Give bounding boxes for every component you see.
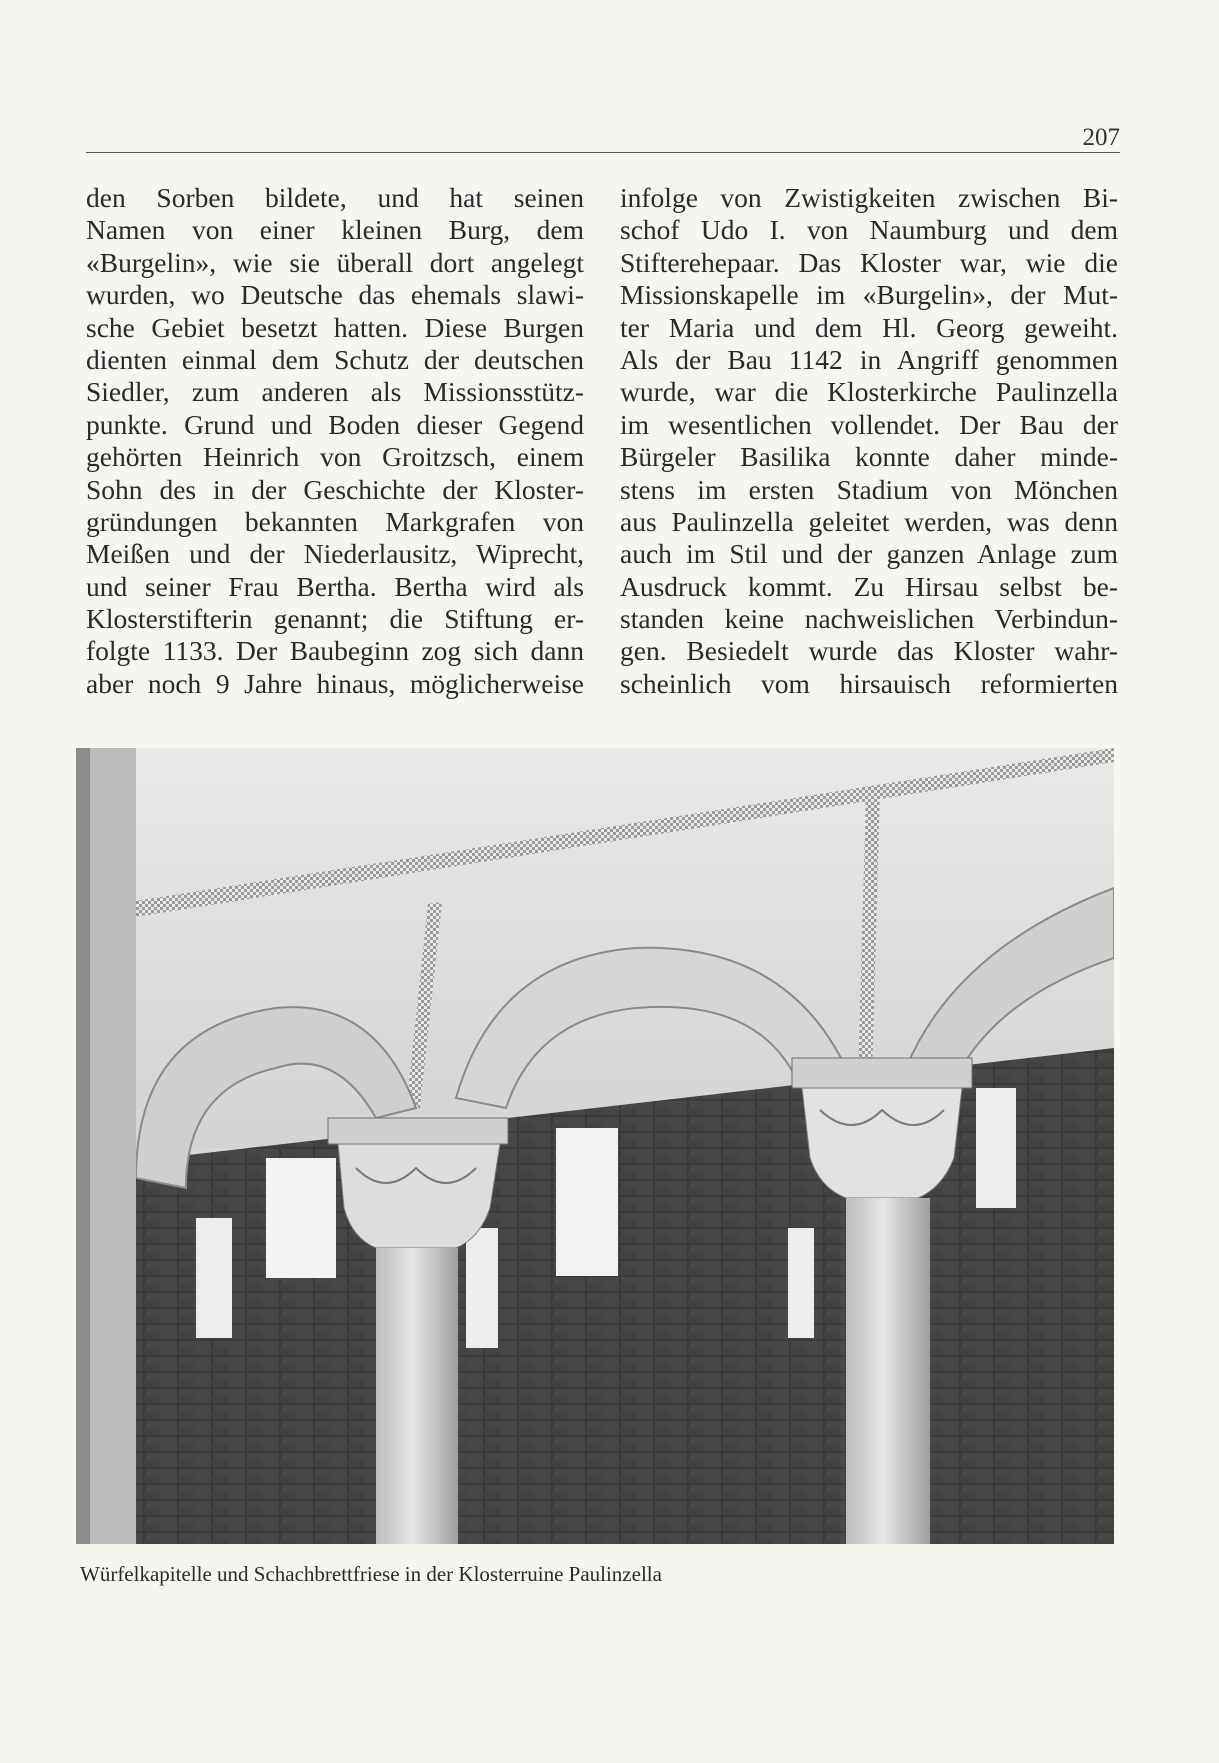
text-line: dienten einmal dem Schutz der deutschen — [86, 343, 584, 375]
text-column-left — [86, 182, 584, 700]
text-line: folgte 1133. Der Baubeginn zog sich dann — [86, 635, 584, 667]
window — [556, 1128, 618, 1276]
text-line: Klosterstifterin genannt; die Stiftung er- — [86, 603, 584, 635]
column-left — [376, 1248, 458, 1544]
text-line: gehörten Heinrich von Groitzsch, einem — [86, 441, 584, 473]
text-line: im wesentlichen vollendet. Der Bau der — [620, 408, 1118, 440]
text-line: den Sorben bildete, und hat seinen — [86, 182, 584, 213]
window — [266, 1158, 336, 1278]
window — [466, 1228, 498, 1348]
text-line: Bürgeler Basilika konnte daher minde- — [620, 441, 1118, 473]
capital-left-abacus — [328, 1118, 508, 1144]
text-line: punkte. Grund und Boden dieser Gegend — [86, 408, 584, 440]
text-line: scheinlich vom hirsauisch reformierten — [620, 667, 1118, 699]
text-line: gründungen bekannten Markgrafen von — [86, 505, 584, 537]
text-line: sche Gebiet besetzt hatten. Diese Burgen — [86, 311, 584, 343]
window — [788, 1228, 814, 1338]
text-line: Namen von einer kleinen Burg, dem — [86, 214, 584, 246]
cushion-capital-right — [802, 1088, 962, 1198]
text-line: «Burgelin», wie sie überall dort angelegt — [86, 246, 584, 278]
text-line: Als der Bau 1142 in Angriff genommen — [620, 343, 1118, 375]
text-line: ter Maria und dem Hl. Georg geweiht. — [620, 311, 1118, 343]
text-line: und seiner Frau Bertha. Bertha wird als — [86, 570, 584, 602]
text-line: standen keine nachweislichen Verbindun- — [620, 603, 1118, 635]
cushion-capital-left — [338, 1144, 500, 1248]
figure-caption: Würfelkapitelle und Schachbrettfriese in der Klosterruine Paulinzella — [80, 1562, 662, 1586]
text-line: wurde, war die Klosterkirche Paulinzella — [620, 376, 1118, 408]
text-line: schof Udo I. von Naumburg und dem — [620, 214, 1118, 246]
text-column-right — [620, 182, 1118, 700]
text-line: Stifterehepaar. Das Kloster war, wie die — [620, 246, 1118, 278]
text-line: gen. Besiedelt wurde das Kloster wahr- — [620, 635, 1118, 667]
arcade-photo — [76, 748, 1114, 1544]
text-line: Siedler, zum anderen als Missionsstütz- — [86, 376, 584, 408]
text-line: infolge von Zwistigkeiten zwischen Bi- — [620, 182, 1118, 213]
text-line: Missionskapelle im «Burgelin», der Mut- — [620, 279, 1118, 311]
text-line: auch im Stil und der ganzen Anlage zum — [620, 538, 1118, 570]
text-line: aus Paulinzella geleitet werden, was denn — [620, 505, 1118, 537]
text-line: Ausdruck kommt. Zu Hirsau selbst be- — [620, 570, 1118, 602]
window — [976, 1088, 1016, 1208]
text-line: Meißen und der Niederlausitz, Wiprecht, — [86, 538, 584, 570]
window — [196, 1218, 232, 1338]
text-line: Sohn des in der Geschichte der Kloster- — [86, 473, 584, 505]
header-rule — [86, 152, 1120, 153]
text-line: stens im ersten Stadium von Mönchen — [620, 473, 1118, 505]
text-line: wurden, wo Deutsche das ehemals slawi- — [86, 279, 584, 311]
page-number: 207 — [1082, 124, 1120, 151]
column-right — [846, 1198, 930, 1544]
text-line: aber noch 9 Jahre hinaus, möglicherweise — [86, 667, 584, 699]
capital-right-abacus — [792, 1058, 972, 1088]
